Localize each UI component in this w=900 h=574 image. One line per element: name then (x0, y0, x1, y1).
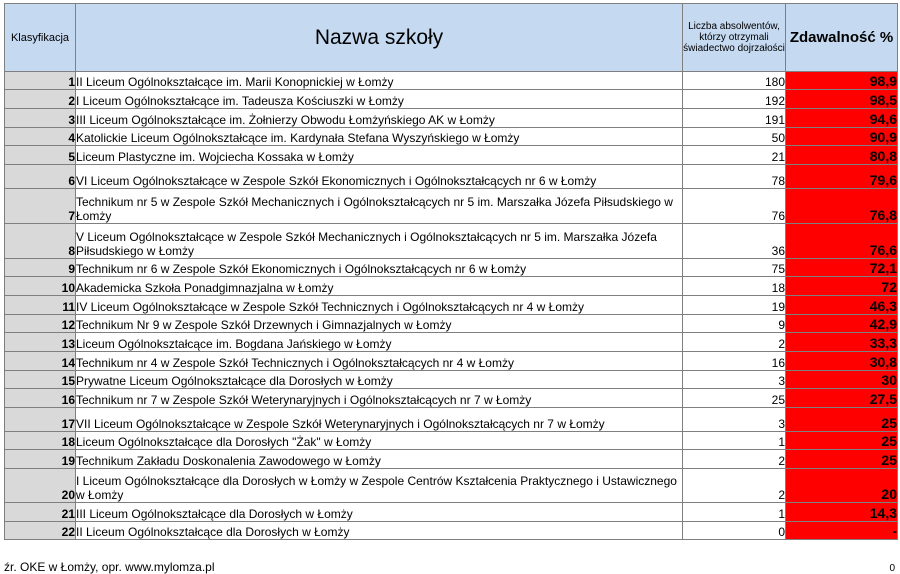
graduates-count-cell: 2 (683, 333, 786, 352)
school-name-cell: VI Liceum Ogólnokształcące w Zespole Szkół Ekonomicznych i Ogólnokształcących nr 6 w Łomży (76, 165, 683, 189)
pass-rate-cell: 72 (786, 277, 898, 296)
school-name-cell: Technikum Zakładu Doskonalenia Zawodowego w Łomży (76, 450, 683, 469)
rank-cell: 11 (5, 296, 76, 315)
table-row (5, 522, 898, 540)
rank-cell: 6 (5, 165, 76, 189)
rank-cell: 3 (5, 109, 76, 128)
table-row (5, 432, 898, 450)
school-name-cell: VII Liceum Ogólnokształcące w Zespole Szkół Weterynaryjnych i Ogólnokształcących nr 7 w Łomży (76, 408, 683, 432)
table-row (5, 408, 898, 432)
rank-cell: 4 (5, 128, 76, 146)
table-row (5, 90, 898, 109)
graduates-count-cell: 21 (683, 146, 786, 165)
pass-rate-cell: 30,8 (786, 352, 898, 371)
rank-cell: 16 (5, 389, 76, 408)
pass-rate-cell: 80,8 (786, 146, 898, 165)
graduates-count-cell: 25 (683, 389, 786, 408)
graduates-count-cell: 3 (683, 371, 786, 389)
graduates-count-cell: 192 (683, 90, 786, 109)
graduates-count-cell: 75 (683, 259, 786, 277)
pass-rate-cell: 76,6 (786, 224, 898, 259)
school-name-cell: V Liceum Ogólnokształcące w Zespole Szkół Mechanicznych i Ogólnokształcących nr 5 im. Marszałka Józefa Piłsudskiego w Łomży (76, 224, 683, 259)
pass-rate-cell: 90,9 (786, 128, 898, 146)
rank-cell: 18 (5, 432, 76, 450)
header-pass-rate: Zdawalność % (786, 4, 898, 72)
school-name-cell: Technikum nr 7 w Zespole Szkół Weterynaryjnych i Ogólnokształcących nr 7 w Łomży (76, 389, 683, 408)
graduates-count-cell: 191 (683, 109, 786, 128)
graduates-count-cell: 1 (683, 503, 786, 522)
pass-rate-cell: - (786, 522, 898, 540)
table-row (5, 277, 898, 296)
table-row (5, 469, 898, 503)
pass-rate-cell: 33,3 (786, 333, 898, 352)
table-row (5, 224, 898, 259)
graduates-count-cell: 18 (683, 277, 786, 296)
graduates-count-cell: 180 (683, 72, 786, 90)
table-row (5, 389, 898, 408)
table-row (5, 259, 898, 277)
header-rank: Klasyfikacja (5, 4, 76, 72)
graduates-count-cell: 3 (683, 408, 786, 432)
graduates-count-cell: 0 (683, 522, 786, 540)
corner-marker: 0 (889, 563, 895, 574)
table-row (5, 165, 898, 189)
school-name-cell: II Liceum Ogólnokształcące dla Dorosłych w Łomży (76, 522, 683, 540)
table-row (5, 450, 898, 469)
rank-cell: 5 (5, 146, 76, 165)
rank-cell: 7 (5, 189, 76, 224)
school-name-cell: Liceum Ogólnokształcące dla Dorosłych "Żak" w Łomży (76, 432, 683, 450)
school-name-cell: Katolickie Liceum Ogólnokształcące im. Kardynała Stefana Wyszyńskiego w Łomży (76, 128, 683, 146)
school-name-cell: I Liceum Ogólnokształcące im. Tadeusza Kościuszki w Łomży (76, 90, 683, 109)
table-row (5, 109, 898, 128)
graduates-count-cell: 36 (683, 224, 786, 259)
table-row (5, 352, 898, 371)
school-name-cell: Liceum Ogólnokształcące im. Bogdana Jańskiego w Łomży (76, 333, 683, 352)
ranking-table (4, 3, 898, 540)
school-name-cell: II Liceum Ogólnokształcące im. Marii Konopnickiej w Łomży (76, 72, 683, 90)
school-name-cell: Technikum nr 4 w Zespole Szkół Technicznych i Ogólnokształcących nr 4 w Łomży (76, 352, 683, 371)
graduates-count-cell: 19 (683, 296, 786, 315)
table-row (5, 128, 898, 146)
graduates-count-cell: 50 (683, 128, 786, 146)
school-name-cell: I Liceum Ogólnokształcące dla Dorosłych w Łomży w Zespole Centrów Kształcenia Praktycznego i Ustawicznego w Łomży (76, 469, 683, 503)
graduates-count-cell: 2 (683, 469, 786, 503)
rank-cell: 15 (5, 371, 76, 389)
pass-rate-cell: 98,9 (786, 72, 898, 90)
table-row (5, 503, 898, 522)
header-school-name: Nazwa szkoły (76, 4, 683, 72)
pass-rate-cell: 72,1 (786, 259, 898, 277)
rank-cell: 9 (5, 259, 76, 277)
table-row (5, 371, 898, 389)
source-caption: źr. OKE w Łomży, opr. www.mylomza.pl (4, 560, 215, 574)
table-row (5, 296, 898, 315)
school-name-cell: Liceum Plastyczne im. Wojciecha Kossaka w Łomży (76, 146, 683, 165)
school-name-cell: III Liceum Ogólnokształcące dla Dorosłych w Łomży (76, 503, 683, 522)
rank-cell: 17 (5, 408, 76, 432)
rank-cell: 19 (5, 450, 76, 469)
rank-cell: 12 (5, 315, 76, 333)
school-name-cell: Technikum Nr 9 w Zespole Szkół Drzewnych i Gimnazjalnych w Łomży (76, 315, 683, 333)
school-name-cell: Akademicka Szkoła Ponadgimnazjalna w Łomży (76, 277, 683, 296)
graduates-count-cell: 78 (683, 165, 786, 189)
school-name-cell: III Liceum Ogólnokształcące im. Żołnierzy Obwodu Łomżyńskiego AK w Łomży (76, 109, 683, 128)
rank-cell: 20 (5, 469, 76, 503)
school-name-cell: Prywatne Liceum Ogólnokształcące dla Dorosłych w Łomży (76, 371, 683, 389)
pass-rate-cell: 76,8 (786, 189, 898, 224)
school-name-cell: Technikum nr 6 w Zespole Szkół Ekonomicznych i Ogólnokształcących nr 6 w Łomży (76, 259, 683, 277)
table-row (5, 315, 898, 333)
pass-rate-cell: 20 (786, 469, 898, 503)
pass-rate-cell: 79,6 (786, 165, 898, 189)
header-graduates-count: Liczba absolwentów, którzy otrzymali świadectwo dojrzałości (683, 4, 786, 72)
pass-rate-cell: 30 (786, 371, 898, 389)
rank-cell: 22 (5, 522, 76, 540)
graduates-count-cell: 1 (683, 432, 786, 450)
rank-cell: 10 (5, 277, 76, 296)
rank-cell: 13 (5, 333, 76, 352)
rank-cell: 21 (5, 503, 76, 522)
graduates-count-cell: 76 (683, 189, 786, 224)
pass-rate-cell: 25 (786, 432, 898, 450)
rank-cell: 14 (5, 352, 76, 371)
school-name-cell: IV Liceum Ogólnokształcące w Zespole Szkół Technicznych i Ogólnokształcących nr 4 w Łomży (76, 296, 683, 315)
graduates-count-cell: 9 (683, 315, 786, 333)
rank-cell: 1 (5, 72, 76, 90)
table-row (5, 146, 898, 165)
table-row (5, 189, 898, 224)
graduates-count-cell: 16 (683, 352, 786, 371)
pass-rate-cell: 27,5 (786, 389, 898, 408)
school-name-cell: Technikum nr 5 w Zespole Szkół Mechanicznych i Ogólnokształcących nr 5 im. Marszałka Józefa Piłsudskiego w Łomży (76, 189, 683, 224)
pass-rate-cell: 14,3 (786, 503, 898, 522)
rank-cell: 8 (5, 224, 76, 259)
table-row (5, 333, 898, 352)
pass-rate-cell: 46,3 (786, 296, 898, 315)
table-row (5, 72, 898, 90)
pass-rate-cell: 25 (786, 450, 898, 469)
pass-rate-cell: 42,9 (786, 315, 898, 333)
rank-cell: 2 (5, 90, 76, 109)
graduates-count-cell: 2 (683, 450, 786, 469)
pass-rate-cell: 94,6 (786, 109, 898, 128)
pass-rate-cell: 98,5 (786, 90, 898, 109)
pass-rate-cell: 25 (786, 408, 898, 432)
header-row (5, 4, 898, 72)
